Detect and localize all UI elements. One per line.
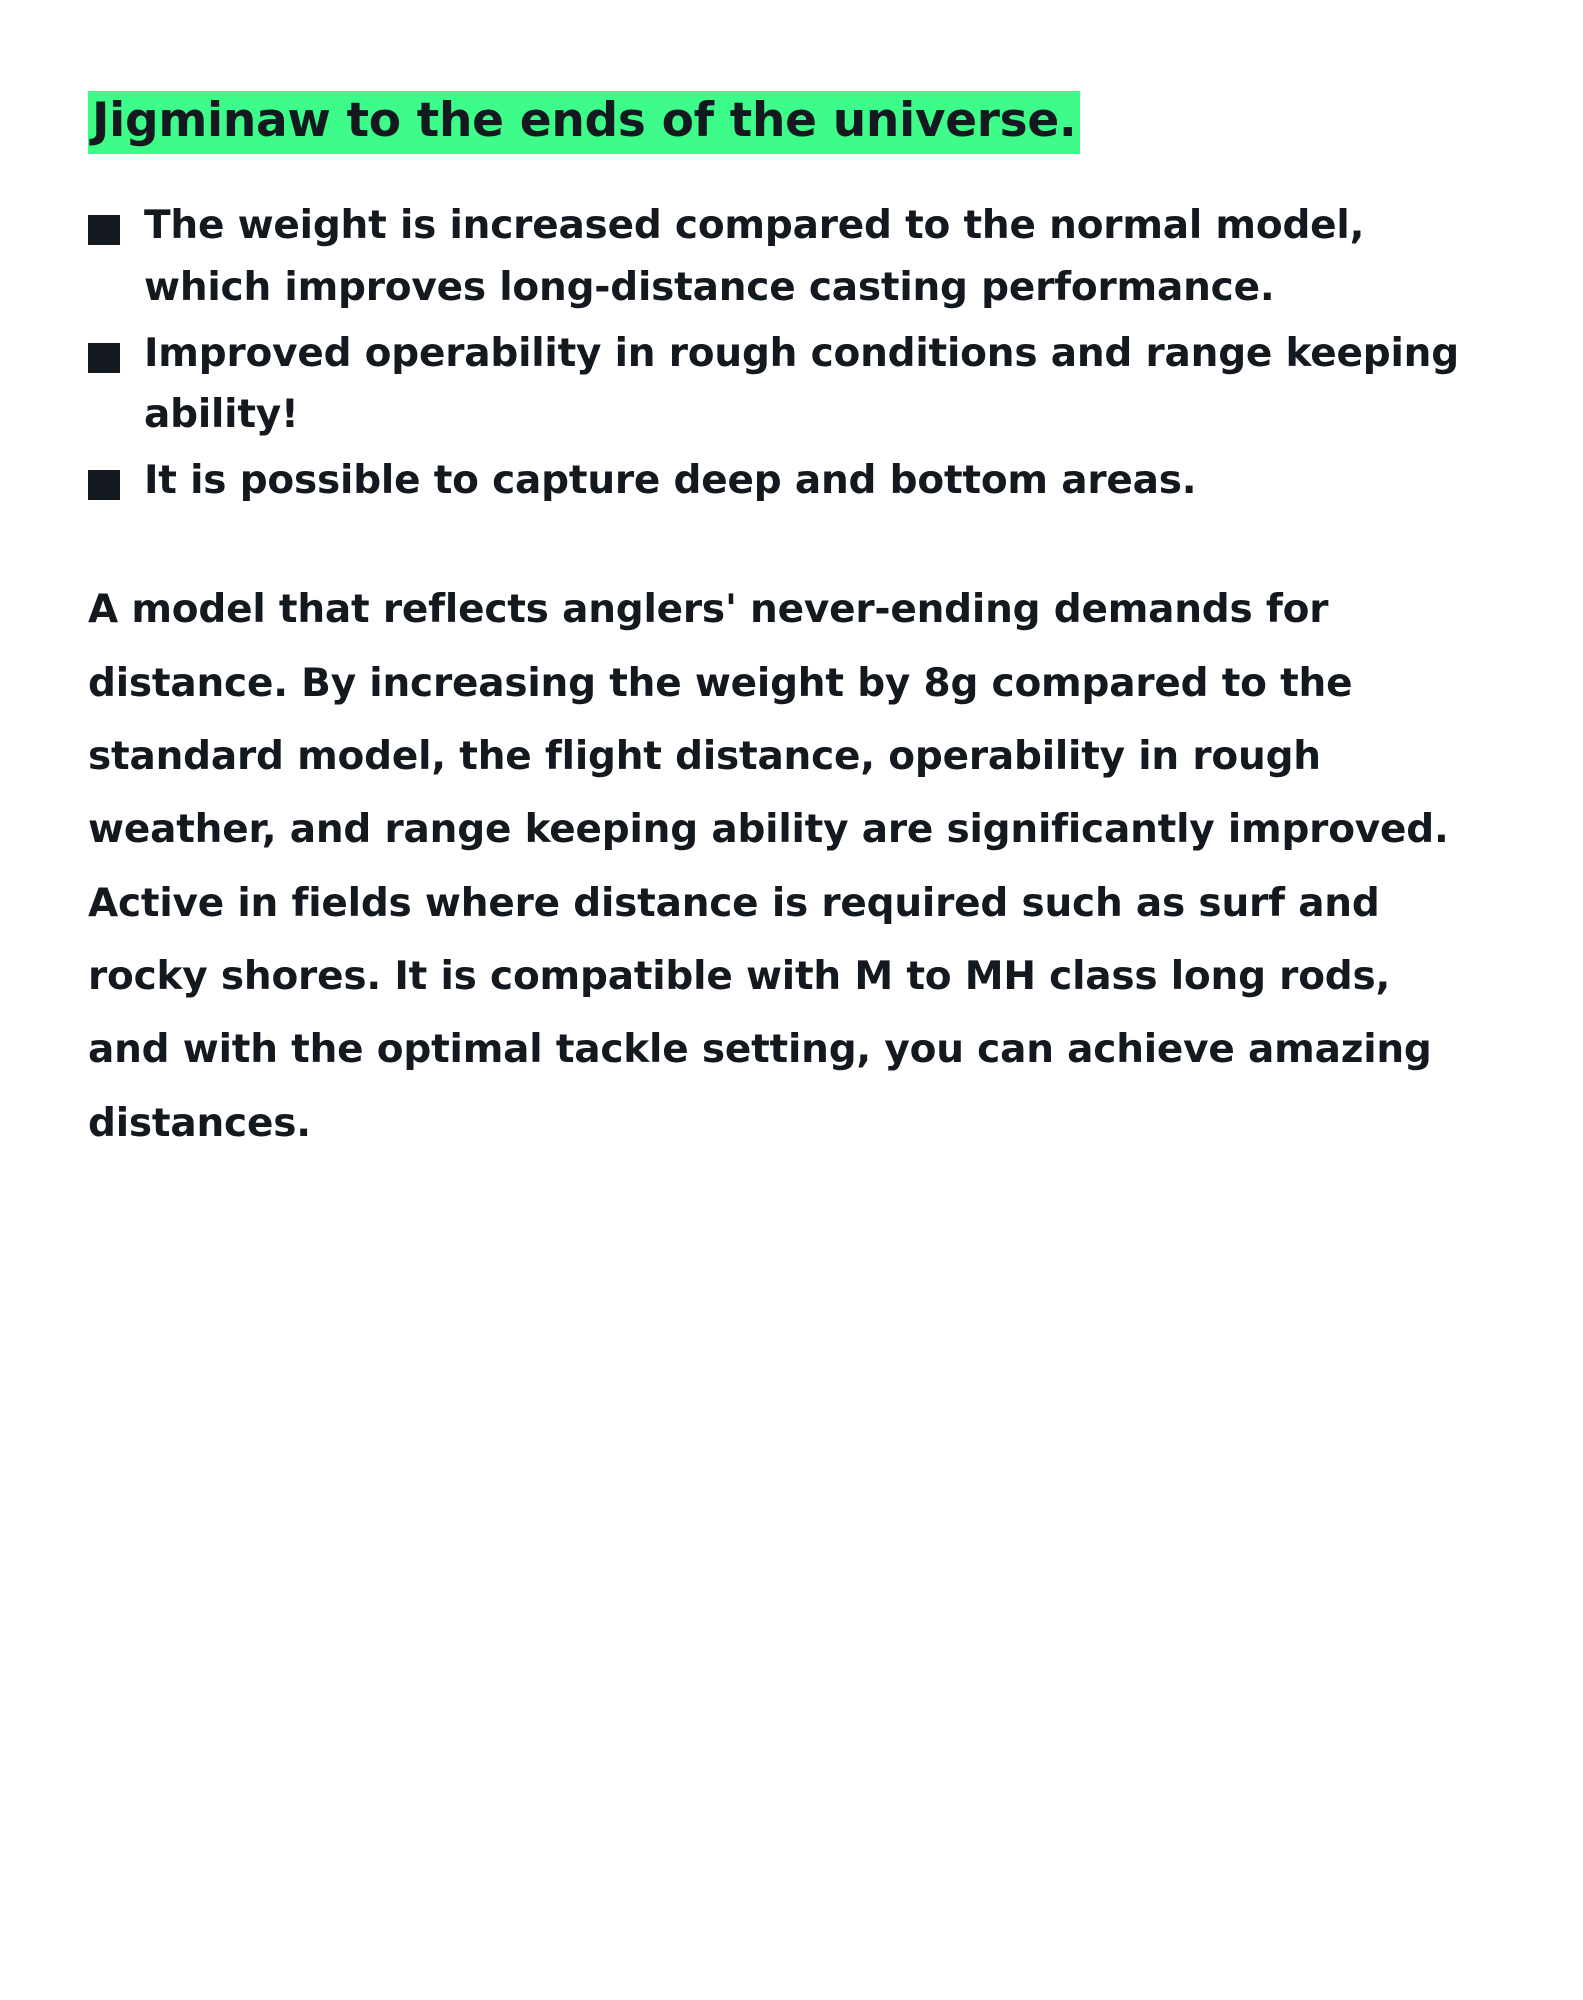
square-bullet-icon: [88, 470, 120, 500]
feature-bullet-list: [88, 195, 1483, 511]
list-item: [88, 450, 1483, 512]
list-item: [88, 323, 1483, 446]
description-paragraph: A model that reflects anglers' never-ending demands for distance. By increasing the weight by 8g compared to the standard model, the flight distance, operability in rough weather, and range keeping ability are significantly improved. Active in fields where distance is required such as surf and rocky shores. It is compatible with M to MH class long rods, and with the optimal tackle setting, you can achieve amazing distances.: [88, 587, 1449, 1146]
page-title-text: Jigminaw to the ends of the universe.: [88, 91, 1080, 154]
list-item: [88, 195, 1483, 318]
square-bullet-icon: [88, 215, 120, 245]
list-item-label: Improved operability in rough conditions and range keeping ability!: [144, 330, 1459, 438]
square-bullet-icon: [88, 343, 120, 373]
page-title: [88, 92, 1483, 149]
list-item-label: The weight is increased compared to the normal model, which improves long-distance casting performance.: [144, 203, 1365, 310]
list-item-label: It is possible to capture deep and bottom areas.: [144, 457, 1197, 503]
